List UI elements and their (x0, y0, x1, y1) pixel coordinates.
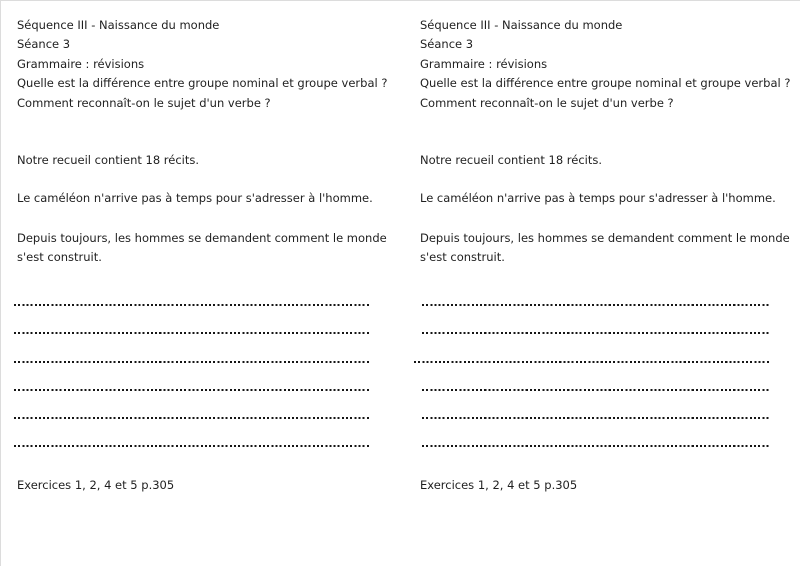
sentence-depuis-line-1: Depuis toujours, les hommes se demandent comment le monde (17, 231, 387, 245)
dotted-answer-line (422, 332, 770, 334)
dotted-answer-line (422, 445, 770, 447)
dotted-answer-line (14, 361, 371, 363)
sentence-cameleon: Le caméléon n'arrive pas à temps pour s'adresser à l'homme. (17, 191, 373, 205)
header-block (420, 16, 790, 113)
dotted-answer-line (414, 361, 770, 363)
sentence-depuis-line-2: s'est construit. (17, 250, 102, 265)
worksheet-copy-left (17, 1, 395, 567)
dotted-answer-line (14, 417, 371, 419)
header-line-question-2: Comment reconnaît-on le sujet d'un verbe ? (420, 95, 674, 110)
sentence-recueil: Notre recueil contient 18 récits. (17, 153, 200, 167)
exercises-footer: Exercices 1, 2, 4 et 5 p.305 (420, 478, 578, 492)
dotted-answer-line (14, 332, 371, 334)
header-line-seance: Séance 3 (17, 37, 71, 52)
header-line-sequence: Séquence III - Naissance du monde (420, 18, 623, 32)
header-block (17, 16, 387, 113)
dotted-answer-line (14, 445, 371, 447)
header-line-question-1: Quelle est la différence entre groupe nominal et groupe verbal ? (420, 76, 791, 91)
header-line-grammaire: Grammaire : révisions (420, 56, 548, 71)
sentence-depuis (17, 229, 387, 267)
sentence-depuis-line-1: Depuis toujours, les hommes se demandent comment le monde (420, 231, 790, 245)
header-line-sequence: Séquence III - Naissance du monde (17, 18, 220, 32)
sentence-recueil: Notre recueil contient 18 récits. (420, 153, 603, 167)
worksheet-copy-right (420, 1, 798, 567)
sentence-depuis (420, 229, 790, 267)
header-line-question-1: Quelle est la différence entre groupe nominal et groupe verbal ? (17, 76, 388, 91)
dotted-answer-line (422, 417, 770, 419)
sentence-cameleon: Le caméléon n'arrive pas à temps pour s'adresser à l'homme. (420, 191, 776, 205)
header-line-grammaire: Grammaire : révisions (17, 56, 145, 71)
dotted-answer-line (14, 389, 371, 391)
header-line-seance: Séance 3 (420, 37, 474, 52)
dotted-answer-line (422, 389, 770, 391)
answer-lines-block (422, 304, 770, 474)
dotted-answer-line (14, 304, 371, 306)
exercises-footer: Exercices 1, 2, 4 et 5 p.305 (17, 478, 175, 492)
header-line-question-2: Comment reconnaît-on le sujet d'un verbe ? (17, 95, 271, 110)
sentence-depuis-line-2: s'est construit. (420, 250, 505, 265)
dotted-answer-line (422, 304, 770, 306)
answer-lines-block (14, 304, 371, 474)
